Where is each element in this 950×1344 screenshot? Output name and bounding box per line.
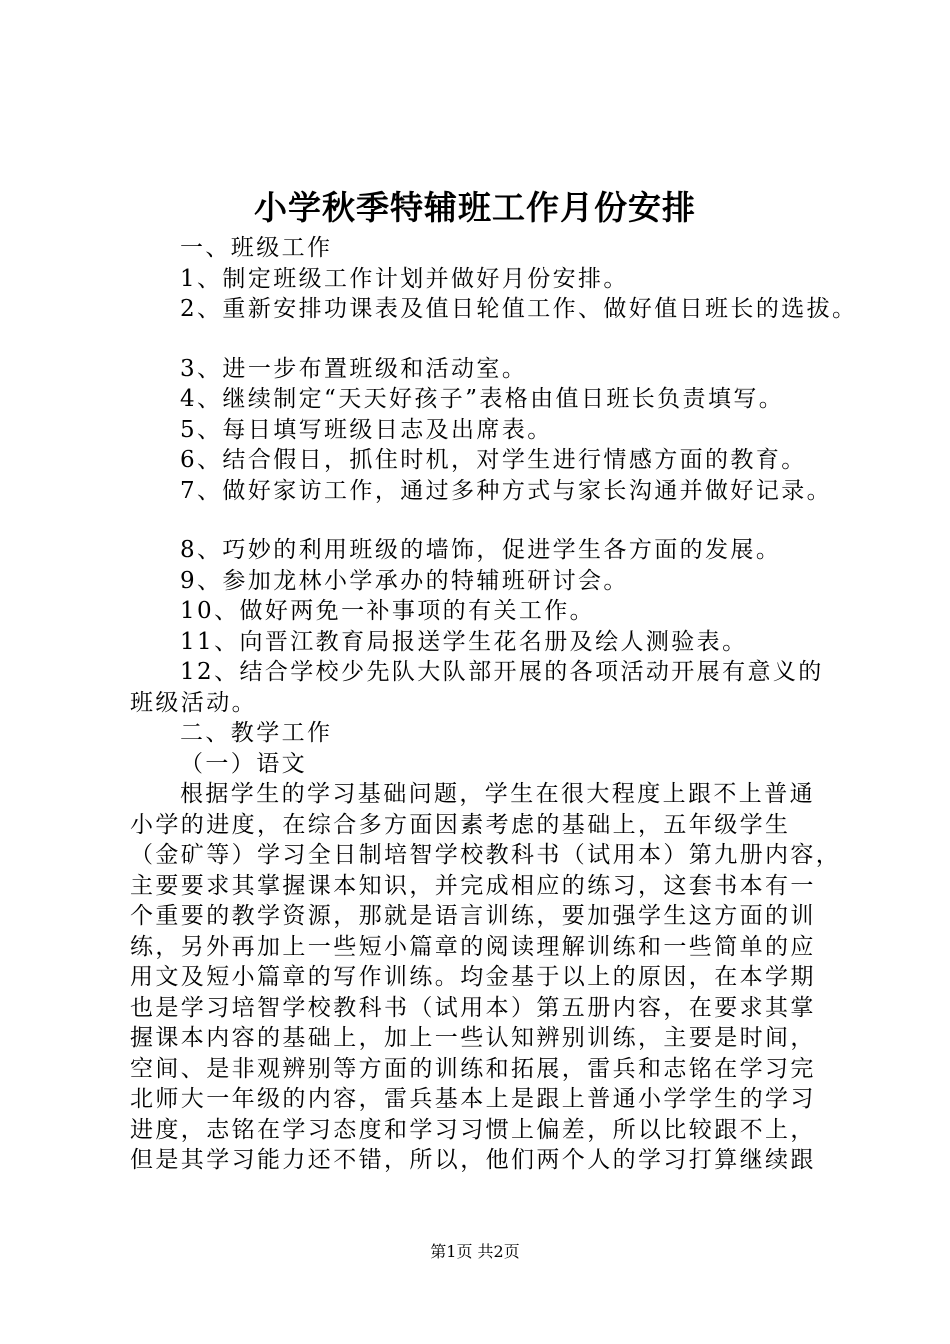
section-heading: 一、班级工作: [180, 235, 333, 261]
paragraph-line: 进度，志铭在学习态度和学习习惯上偏差，所以比较跟不上，: [130, 1116, 816, 1143]
paragraph-line: 根据学生的学习基础问题，学生在很大程度上跟不上普通: [180, 781, 815, 807]
list-item-continuation: 班级活动。: [130, 689, 257, 716]
list-item: 11、向晋江教育局报送学生花名册及绘人测验表。: [180, 628, 748, 655]
paragraph-line: 也是学习培智学校教科书（试用本）第五册内容，在要求其掌: [130, 994, 816, 1021]
list-item: 1、制定班级工作计划并做好月份安排。: [180, 265, 629, 292]
paragraph-line: 个重要的教学资源，那就是语言训练，要加强学生这方面的训: [130, 903, 816, 929]
list-item: 12、结合学校少先队大队部开展的各项活动开展有意义的: [180, 659, 824, 685]
paragraph-line: 练，另外再加上一些短小篇章的阅读理解训练和一些简单的应: [130, 933, 816, 960]
list-item: 7、做好家访工作，通过多种方式与家长沟通并做好记录。: [180, 477, 833, 504]
list-item: 3、进一步布置班级和活动室。: [180, 355, 528, 382]
blank-line: [130, 506, 830, 535]
list-item: 9、参加龙林小学承办的特辅班研讨会。: [180, 567, 629, 594]
paragraph-line: （金矿等）学习全日制培智学校教科书（试用本）第九册内容，: [130, 842, 842, 868]
list-item: 4、继续制定“天天好孩子”表格由值日班长负责填写。: [180, 386, 785, 412]
paragraph-line: 但是其学习能力还不错，所以，他们两个人的学习打算继续跟: [130, 1147, 816, 1173]
paragraph-line: 主要要求其掌握课本知识，并完成相应的练习，这套书本有一: [130, 872, 816, 899]
section-heading: 二、教学工作: [180, 720, 333, 746]
list-item: 6、结合假日，抓住时机，对学生进行情感方面的教育。: [180, 447, 807, 473]
blank-line: [130, 325, 830, 354]
page-footer: 第1页 共2页: [430, 1242, 520, 1261]
list-item: 8、巧妙的利用班级的墙饰，促进学生各方面的发展。: [180, 537, 782, 563]
paragraph-line: 空间、是非观辨别等方面的训练和拓展，雷兵和志铭在学习完: [130, 1055, 816, 1082]
list-item: 5、每日填写班级日志及出席表。: [180, 416, 553, 443]
paragraph-line: 用文及短小篇章的写作训练。均金基于以上的原因，在本学期: [130, 964, 816, 990]
list-item: 2、重新安排功课表及值日轮值工作、做好值日班长的选拔。: [180, 296, 858, 322]
document-body: [130, 233, 858, 1176]
list-item: 10、做好两免一补事项的有关工作。: [180, 598, 596, 624]
paragraph-line: 握课本内容的基础上，加上一些认知辨别训练，主要是时间，: [130, 1025, 816, 1051]
paragraph-line: 北师大一年级的内容，雷兵基本上是跟上普通小学学生的学习: [130, 1086, 816, 1112]
subsection-heading: （一）语文: [180, 750, 307, 777]
document-title: 小学秋季特辅班工作月份安排: [254, 188, 696, 227]
paragraph-line: 小学的进度，在综合多方面因素考虑的基础上，五年级学生: [130, 811, 791, 838]
